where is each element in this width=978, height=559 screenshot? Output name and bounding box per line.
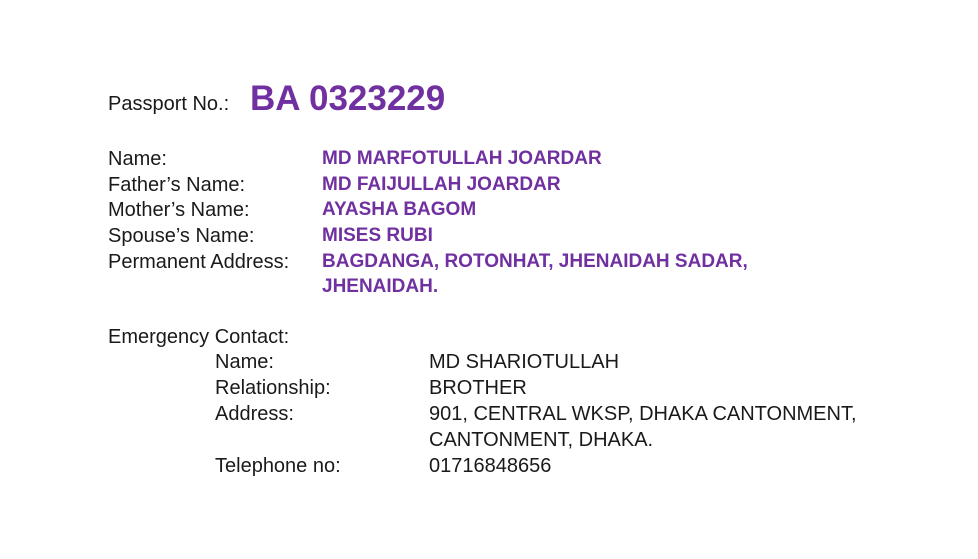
permanent-address-line2: JHENAIDAH. xyxy=(322,276,439,297)
emergency-name-value: MD SHARIOTULLAH xyxy=(429,351,620,373)
emergency-contact-heading: Emergency Contact: xyxy=(108,326,290,348)
emergency-name-label: Name: xyxy=(215,351,274,373)
passport-label: Passport No.: xyxy=(108,93,230,115)
permanent-address-label: Permanent Address: xyxy=(108,251,290,273)
name-label: Name: xyxy=(108,148,167,170)
emergency-address-line1: 901, CENTRAL WKSP, DHAKA CANTONMENT, xyxy=(429,403,857,425)
mother-name-value: AYASHA BAGOM xyxy=(322,199,477,220)
emergency-address-line2: CANTONMENT, DHAKA. xyxy=(429,429,654,451)
spouse-name-value: MISES RUBI xyxy=(322,225,433,246)
father-name-label: Father’s Name: xyxy=(108,174,246,196)
passport-number: BA 0323229 xyxy=(250,79,446,118)
emergency-address-label: Address: xyxy=(215,403,294,425)
telephone-label: Telephone no: xyxy=(215,455,341,477)
telephone-value: 01716848656 xyxy=(429,455,552,477)
father-name-value: MD FAIJULLAH JOARDAR xyxy=(322,174,561,195)
mother-name-label: Mother’s Name: xyxy=(108,199,250,221)
spouse-name-label: Spouse’s Name: xyxy=(108,225,255,247)
permanent-address-line1: BAGDANGA, ROTONHAT, JHENAIDAH SADAR, xyxy=(322,251,748,272)
relationship-value: BROTHER xyxy=(429,377,527,399)
relationship-label: Relationship: xyxy=(215,377,331,399)
name-value: MD MARFOTULLAH JOARDAR xyxy=(322,148,602,169)
